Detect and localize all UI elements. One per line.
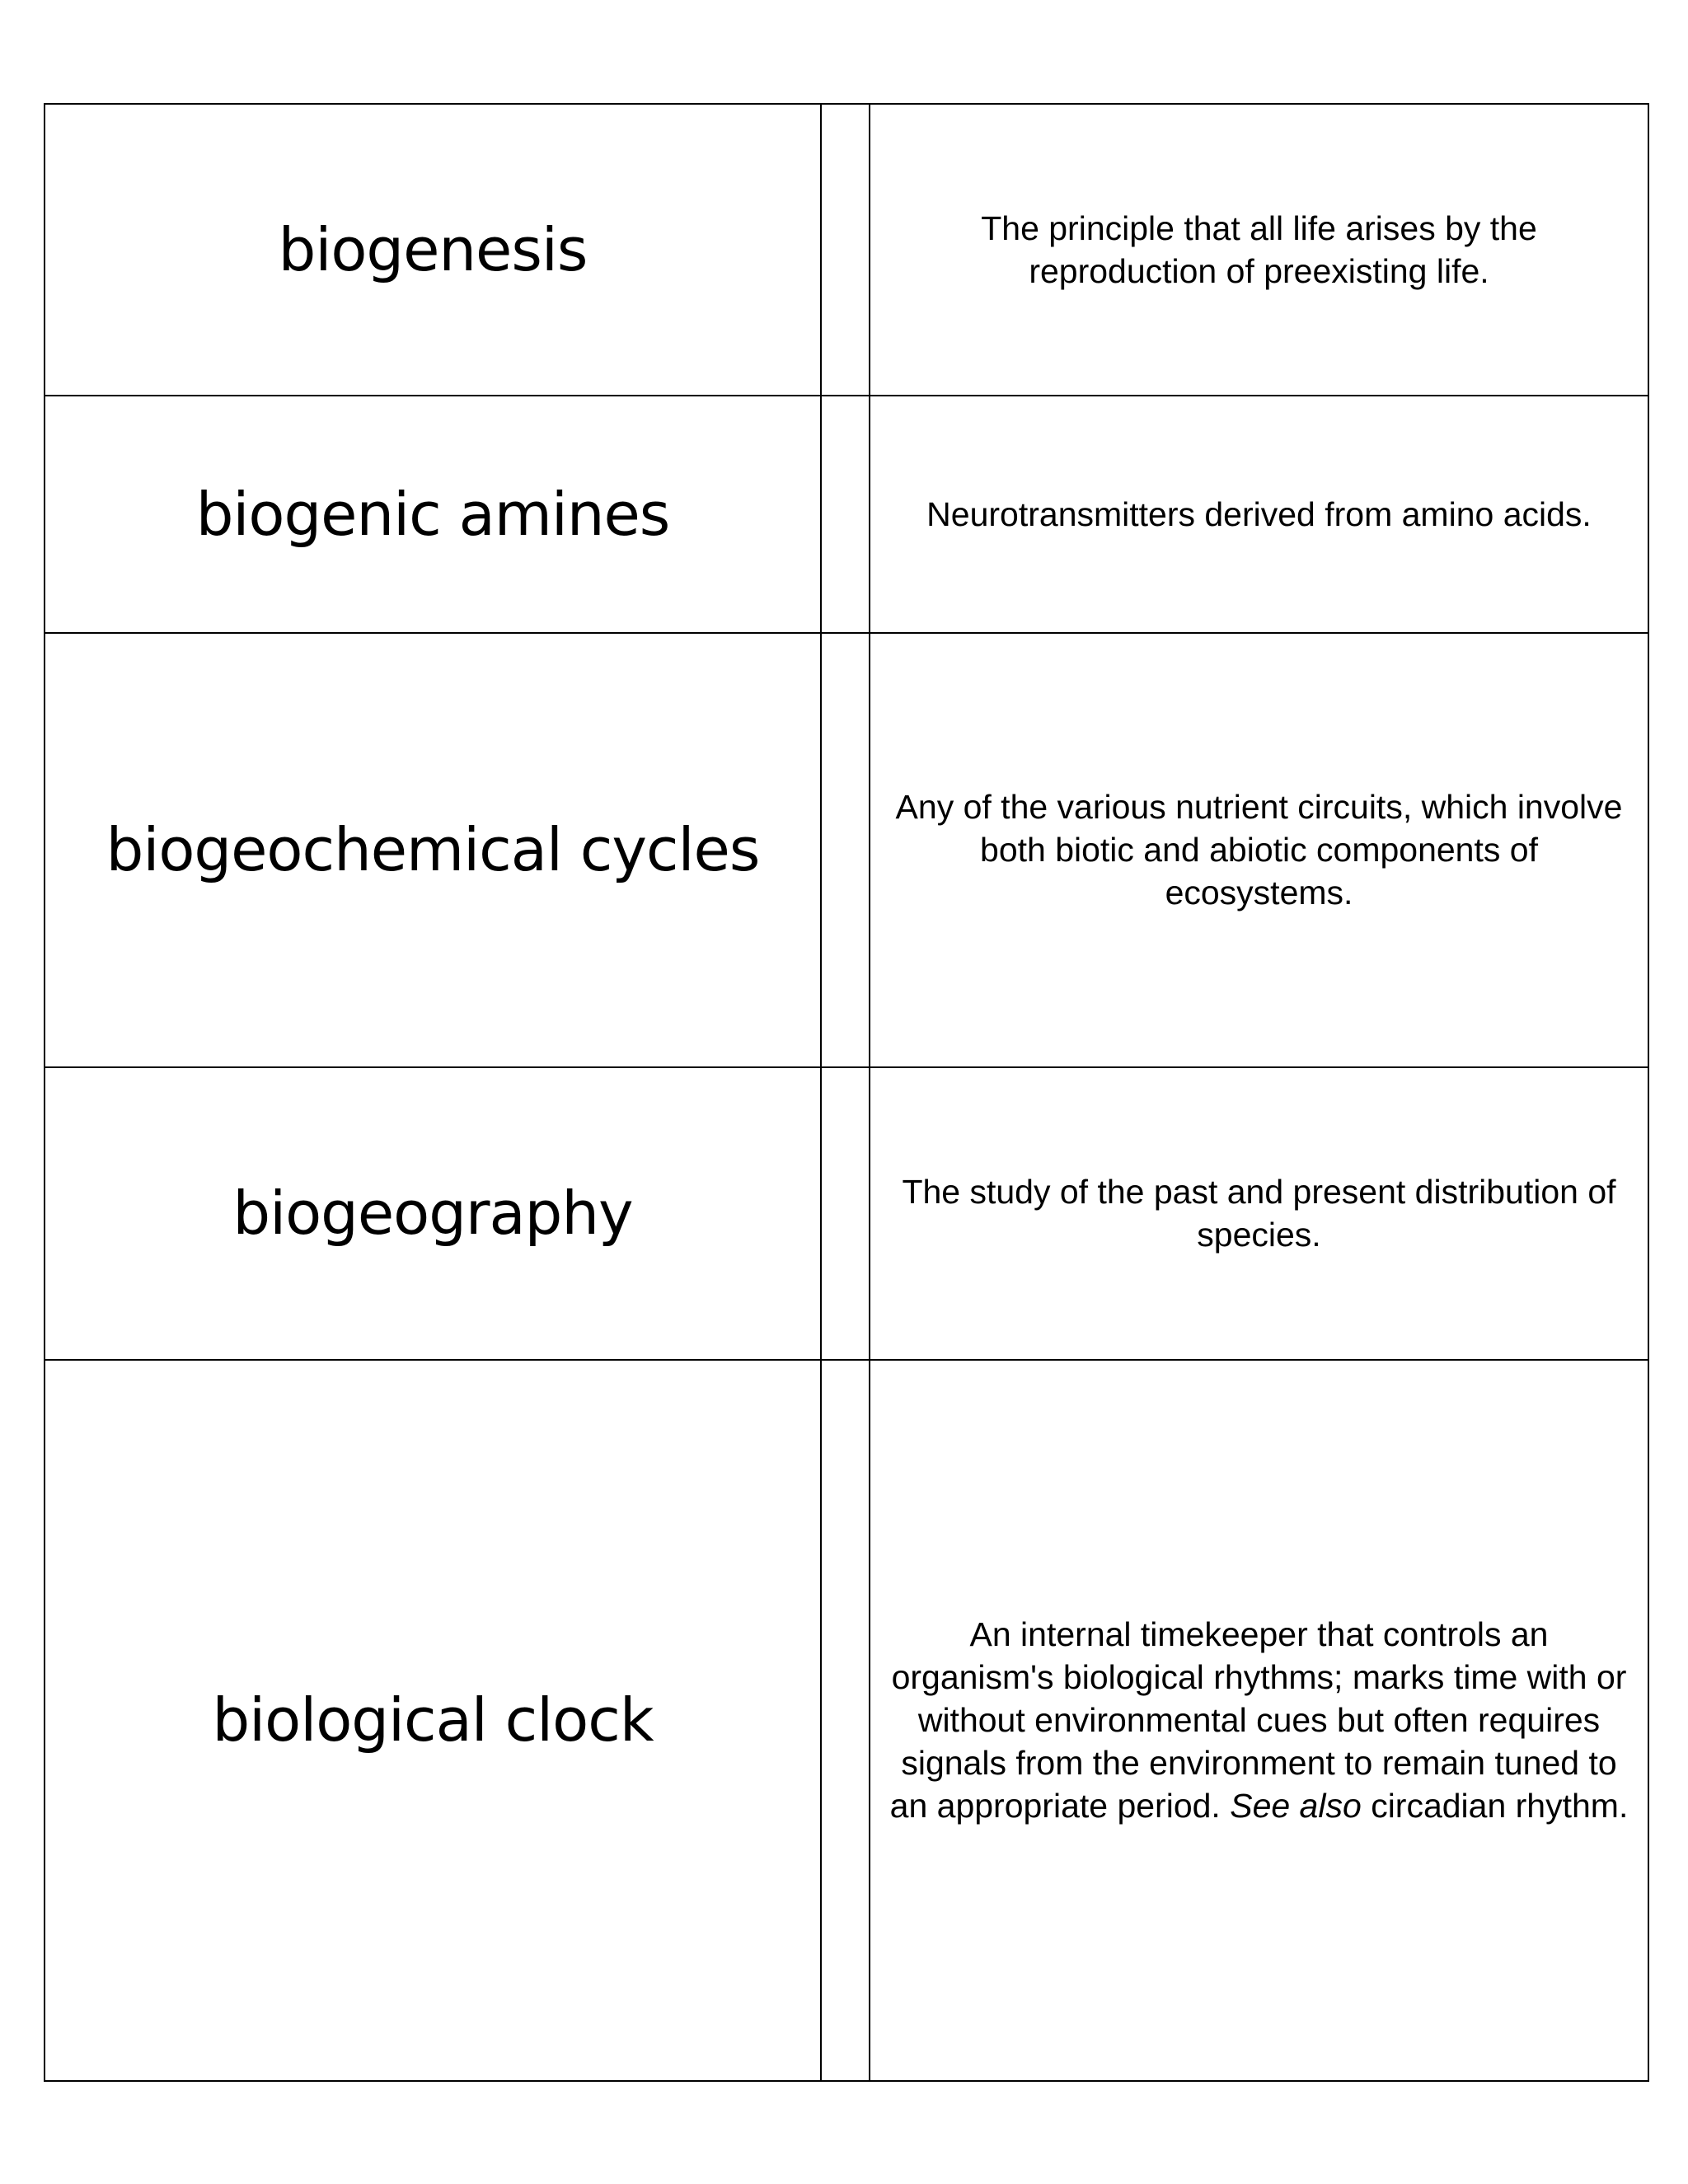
definition-text: An internal timekeeper that controls an organism's biological rhythms; marks time with or without environmental cues but often requires signals from the environment to remain tuned to an appropriate period. — [889, 1615, 1627, 1825]
definition-cell: The study of the past and present distribution of species. — [870, 1067, 1648, 1359]
term-cell: biogenic amines — [45, 396, 821, 632]
gap-cell — [821, 1360, 870, 2081]
gap-cell — [821, 1067, 870, 1359]
flashcard-row — [45, 1360, 1648, 2081]
see-also-target: circadian rhythm. — [1371, 1787, 1629, 1825]
see-also-label: See also — [1230, 1787, 1362, 1825]
definition-cell: Neurotransmitters derived from amino acids. — [870, 396, 1648, 632]
term-cell: biogenesis — [45, 104, 821, 396]
term-cell: biogeochemical cycles — [45, 633, 821, 1068]
definition-cell — [870, 1360, 1648, 2081]
gap-cell — [821, 633, 870, 1068]
term-cell: biological clock — [45, 1360, 821, 2081]
definition-cell: Any of the various nutrient circuits, which involve both biotic and abiotic components of ecosystems. — [870, 633, 1648, 1068]
gap-cell — [821, 104, 870, 396]
term-cell: biogeography — [45, 1067, 821, 1359]
gap-cell — [821, 396, 870, 632]
flashcard-row — [45, 396, 1648, 632]
definition-cell: The principle that all life arises by the reproduction of preexisting life. — [870, 104, 1648, 396]
flashcard-table — [44, 103, 1649, 2082]
flashcard-row — [45, 1067, 1648, 1359]
flashcard-row — [45, 633, 1648, 1068]
flashcard-row — [45, 104, 1648, 396]
